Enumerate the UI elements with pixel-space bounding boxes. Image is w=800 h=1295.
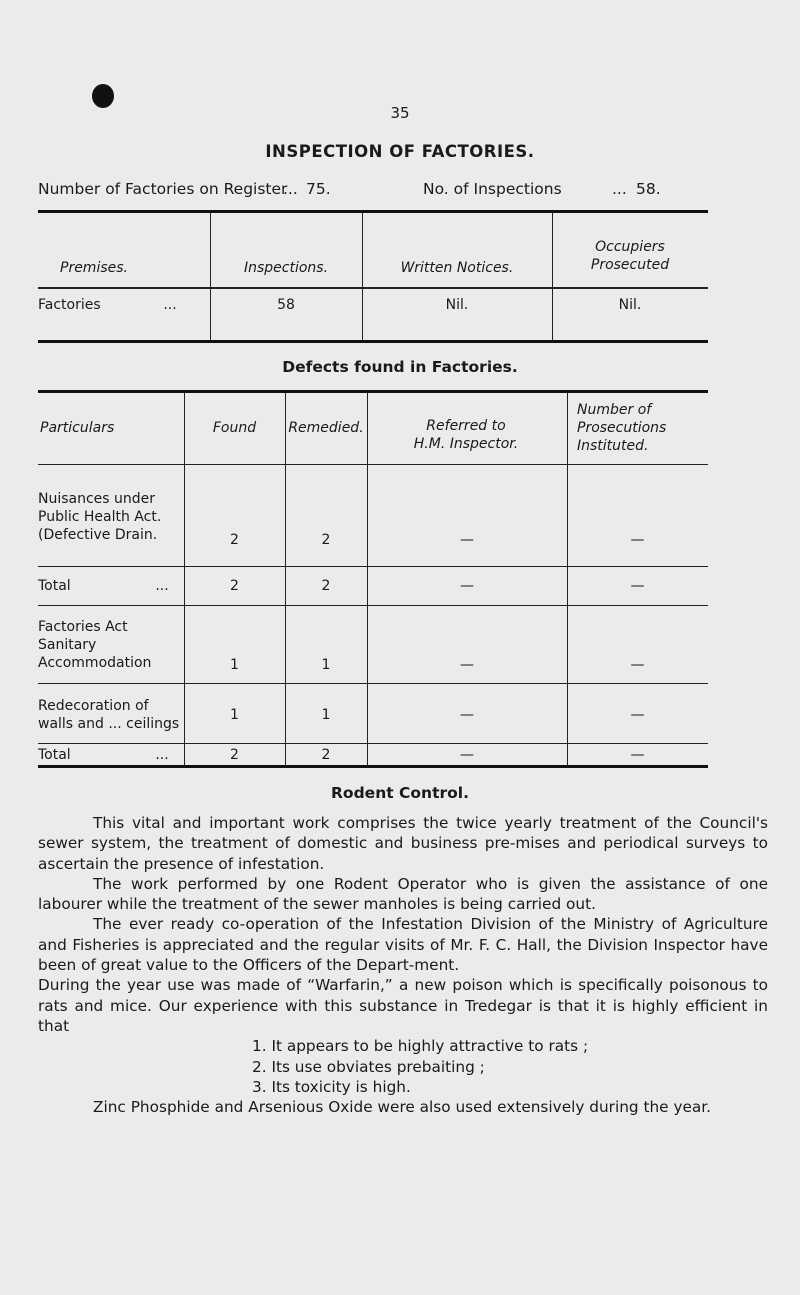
paragraph-4: During the year use was made of “Warfarin,” a new poison which is specifically poisonous to rats and mice. Our experience with this substance in Tredegar is that it is highly efficient in that	[38, 976, 768, 1035]
register-leader: ...	[283, 180, 298, 198]
row-nuisances-found: 2	[230, 532, 239, 548]
defects-title: Defects found in Factories.	[282, 358, 518, 376]
header-remedied: Remedied.	[288, 420, 364, 436]
leader-total1: ...	[155, 578, 169, 594]
header-written-notices: Written Notices.	[400, 260, 514, 276]
inspections-leader: ...	[612, 180, 627, 198]
row-factories-act-prosecutions: —	[630, 657, 645, 673]
row-total2-found: 2	[230, 747, 239, 763]
header-particulars: Particulars	[40, 420, 115, 436]
register-value: 75.	[306, 180, 331, 198]
list-item: 3. Its toxicity is high.	[252, 1077, 411, 1096]
row-redecoration-prosecutions: —	[630, 707, 645, 723]
row-redecoration-found: 1	[230, 707, 239, 723]
page-title: INSPECTION OF FACTORIES.	[265, 142, 535, 161]
row-total1-particulars: Total	[38, 578, 71, 594]
row-total2-prosecutions: —	[630, 747, 645, 763]
inspections-value: 58.	[636, 180, 661, 198]
list-item: 2. Its use obviates prebaiting ;	[252, 1057, 485, 1076]
row-factories-act-remedied: 1	[321, 657, 331, 673]
row-total1-found: 2	[230, 578, 239, 594]
row-total2-referred: —	[460, 747, 474, 763]
leader-factories: ...	[163, 297, 177, 313]
row-factories-act-referred: —	[460, 657, 474, 673]
row-total2-remedied: 2	[321, 747, 331, 763]
page-number: 35	[390, 104, 410, 122]
header-prosecutions: Number of Prosecutions Instituted.	[577, 402, 667, 454]
cell-occupiers-prosecuted: Nil.	[618, 297, 642, 313]
inspections-label: No. of Inspections	[423, 180, 562, 198]
cell-written-notices: Nil.	[445, 297, 469, 313]
cell-factories: Factories	[38, 297, 101, 313]
paragraph-1: This vital and important work comprises the twice yearly treatment of the Council's sewer system, the treatment of domestic and business pre-mises and periodical surveys to ascertain the presence of infestation.	[38, 814, 768, 873]
row-redecoration-particulars: Redecoration of walls and ... ceilings	[38, 698, 180, 732]
leader-total2: ...	[155, 747, 169, 763]
header-occupiers-prosecuted: Occupiers Prosecuted	[590, 239, 670, 273]
list-item: 1. It appears to be highly attractive to rats ;	[252, 1037, 589, 1056]
row-nuisances-particulars: Nuisances under Public Health Act. (Defective Drain.	[38, 491, 162, 543]
row-factories-act-found: 1	[230, 657, 239, 673]
row-nuisances-remedied: 2	[321, 532, 331, 548]
row-redecoration-referred: —	[460, 707, 474, 723]
header-inspections: Inspections.	[243, 260, 329, 276]
row-nuisances-prosecutions: —	[630, 532, 645, 548]
row-redecoration-remedied: 1	[321, 707, 331, 723]
row-factories-act-particulars: Factories Act Sanitary Accommodation	[38, 619, 152, 671]
register-label: Number of Factories on Register	[38, 180, 288, 198]
header-found: Found	[212, 420, 257, 436]
findings-list	[38, 1036, 768, 1097]
row-total1-prosecutions: —	[630, 578, 645, 594]
paragraph-3: The ever ready co-operation of the Infestation Division of the Ministry of Agriculture and Fisheries is appreciated and the regular visits of Mr. F. C. Hall, the Division Inspector have been of great value to the Officers of the Depart-ment.	[38, 915, 768, 975]
rodent-body	[38, 813, 768, 1117]
rodent-title: Rodent Control.	[331, 784, 469, 802]
paragraph-closing: Zinc Phosphide and Arsenious Oxide were also used extensively during the year.	[93, 1098, 712, 1117]
paragraph-2: The work performed by one Rodent Operator who is given the assistance of one labourer while the treatment of the sewer manholes is being carried out.	[38, 874, 768, 914]
row-nuisances-referred: —	[460, 532, 474, 548]
header-premises: Premises.	[60, 260, 128, 276]
header-referred: Referred to H.M. Inspector.	[413, 418, 519, 452]
cell-inspections-count: 58	[277, 297, 295, 313]
row-total2-particulars: Total	[38, 747, 71, 763]
row-total1-remedied: 2	[321, 578, 331, 594]
row-total1-referred: —	[460, 578, 474, 594]
